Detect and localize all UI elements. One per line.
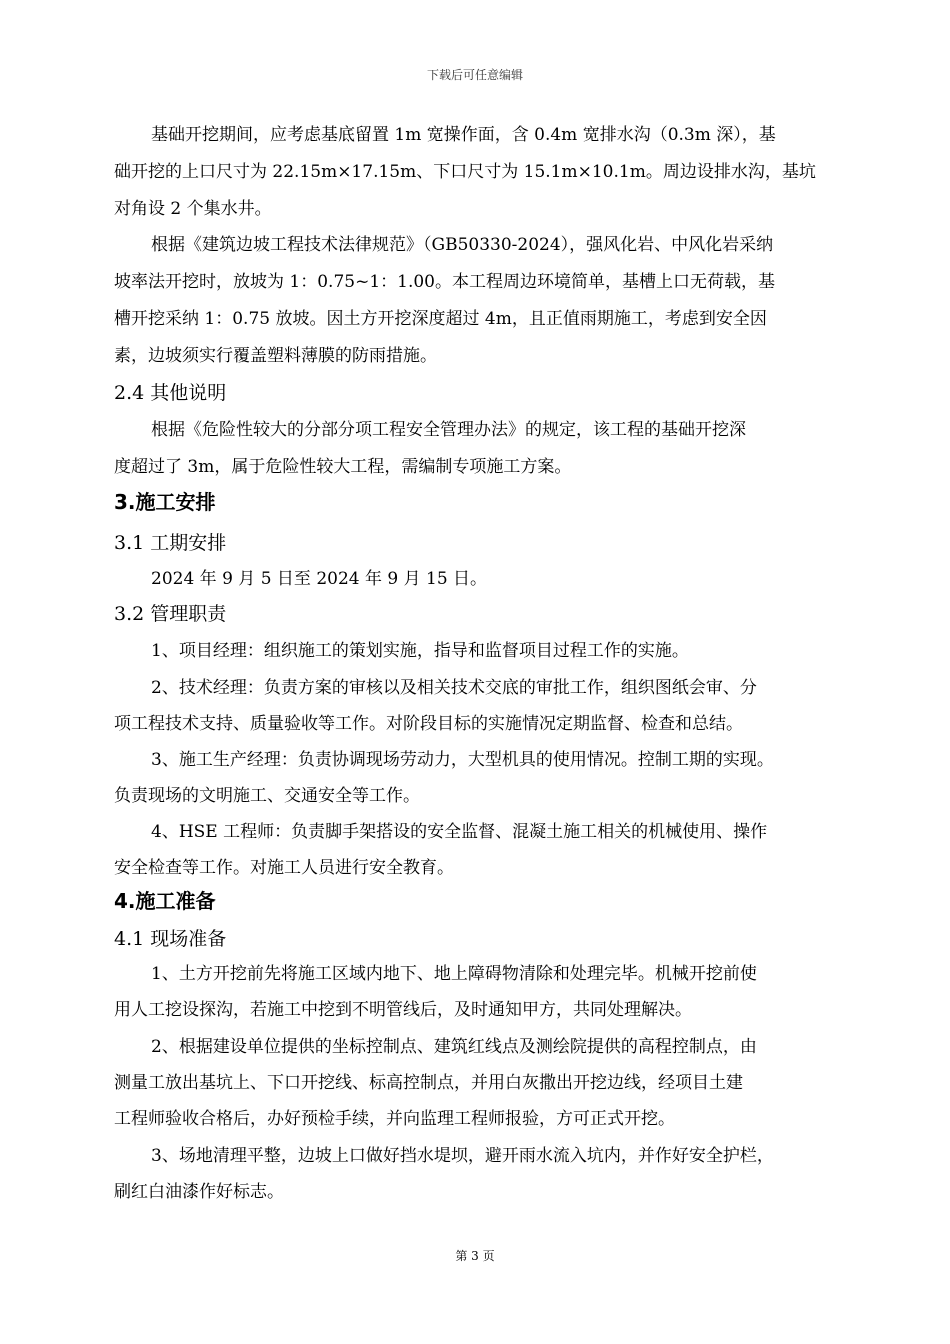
paragraph-line: 3、施工生产经理：负责协调现场劳动力，大型机具的使用情况。控制工期的实现。 <box>151 750 774 770</box>
paragraph-line: 1、土方开挖前先将施工区域内地下、地上障碍物清除和处理完毕。机械开挖前使 <box>151 964 757 984</box>
paragraph-line: 坡率法开挖时，放坡为 1：0.75~1：1.00。本工程周边环境简单，基槽上口无荷载，基 <box>114 272 775 292</box>
paragraph-line: 刷红白油漆作好标志。 <box>114 1182 284 1202</box>
chapter-heading: 4.施工准备 <box>114 889 216 913</box>
paragraph-line: 2024 年 9 月 5 日至 2024 年 9 月 15 日。 <box>151 569 488 589</box>
paragraph-line: 用人工挖设探沟，若施工中挖到不明管线后，及时通知甲方，共同处理解决。 <box>114 1000 692 1020</box>
section-heading: 3.1 工期安排 <box>114 532 227 554</box>
section-heading: 2.4 其他说明 <box>114 382 227 404</box>
page-number: 第 3 页 <box>455 1249 495 1263</box>
paragraph-line: 对角设 2 个集水井。 <box>114 199 272 219</box>
section-heading: 3.2 管理职责 <box>114 603 227 625</box>
paragraph-line: 2、根据建设单位提供的坐标控制点、建筑红线点及测绘院提供的高程控制点，由 <box>151 1037 757 1057</box>
paragraph-line: 基础开挖期间，应考虑基底留置 1m 宽操作面，含 0.4m 宽排水沟（0.3m 深），基 <box>151 125 776 145</box>
paragraph-line: 2、技术经理：负责方案的审核以及相关技术交底的审批工作，组织图纸会审、分 <box>151 678 757 698</box>
paragraph-line: 素，边坡须实行覆盖塑料薄膜的防雨措施。 <box>114 346 437 366</box>
paragraph-line: 度超过了 3m，属于危险性较大工程，需编制专项施工方案。 <box>114 457 572 477</box>
paragraph-line: 4、HSE 工程师：负责脚手架搭设的安全监督、混凝土施工相关的机械使用、操作 <box>151 822 768 842</box>
page-header: 下载后可任意编辑 <box>426 68 523 82</box>
paragraph-line: 3、场地清理平整，边坡上口做好挡水堤坝，避开雨水流入坑内，并作好安全护栏， <box>151 1146 774 1166</box>
paragraph-line: 测量工放出基坑上、下口开挖线、标高控制点，并用白灰撒出开挖边线，经项目土建 <box>114 1073 743 1093</box>
section-heading: 4.1 现场准备 <box>114 928 227 950</box>
paragraph-line: 槽开挖采纳 1：0.75 放坡。因土方开挖深度超过 4m，且正值雨期施工，考虑到安全因 <box>114 309 767 329</box>
paragraph-line: 根据《危险性较大的分部分项工程安全管理办法》的规定，该工程的基础开挖深 <box>151 420 746 440</box>
paragraph-line: 负责现场的文明施工、交通安全等工作。 <box>114 786 420 806</box>
paragraph-line: 工程师验收合格后，办好预检手续，并向监理工程师报验，方可正式开挖。 <box>114 1109 675 1129</box>
paragraph-line: 础开挖的上口尺寸为 22.15m×17.15m、下口尺寸为 15.1m×10.1m。周边设排水沟，基坑 <box>114 162 816 182</box>
chapter-heading: 3.施工安排 <box>114 490 216 514</box>
paragraph-line: 项工程技术支持、质量验收等工作。对阶段目标的实施情况定期监督、检查和总结。 <box>114 714 743 734</box>
paragraph-line: 1、项目经理：组织施工的策划实施，指导和监督项目过程工作的实施。 <box>151 641 689 661</box>
paragraph-line: 安全检查等工作。对施工人员进行安全教育。 <box>114 858 454 878</box>
paragraph-line: 根据《建筑边坡工程技术法律规范》（GB50330-2024），强风化岩、中风化岩采纳 <box>151 235 774 255</box>
